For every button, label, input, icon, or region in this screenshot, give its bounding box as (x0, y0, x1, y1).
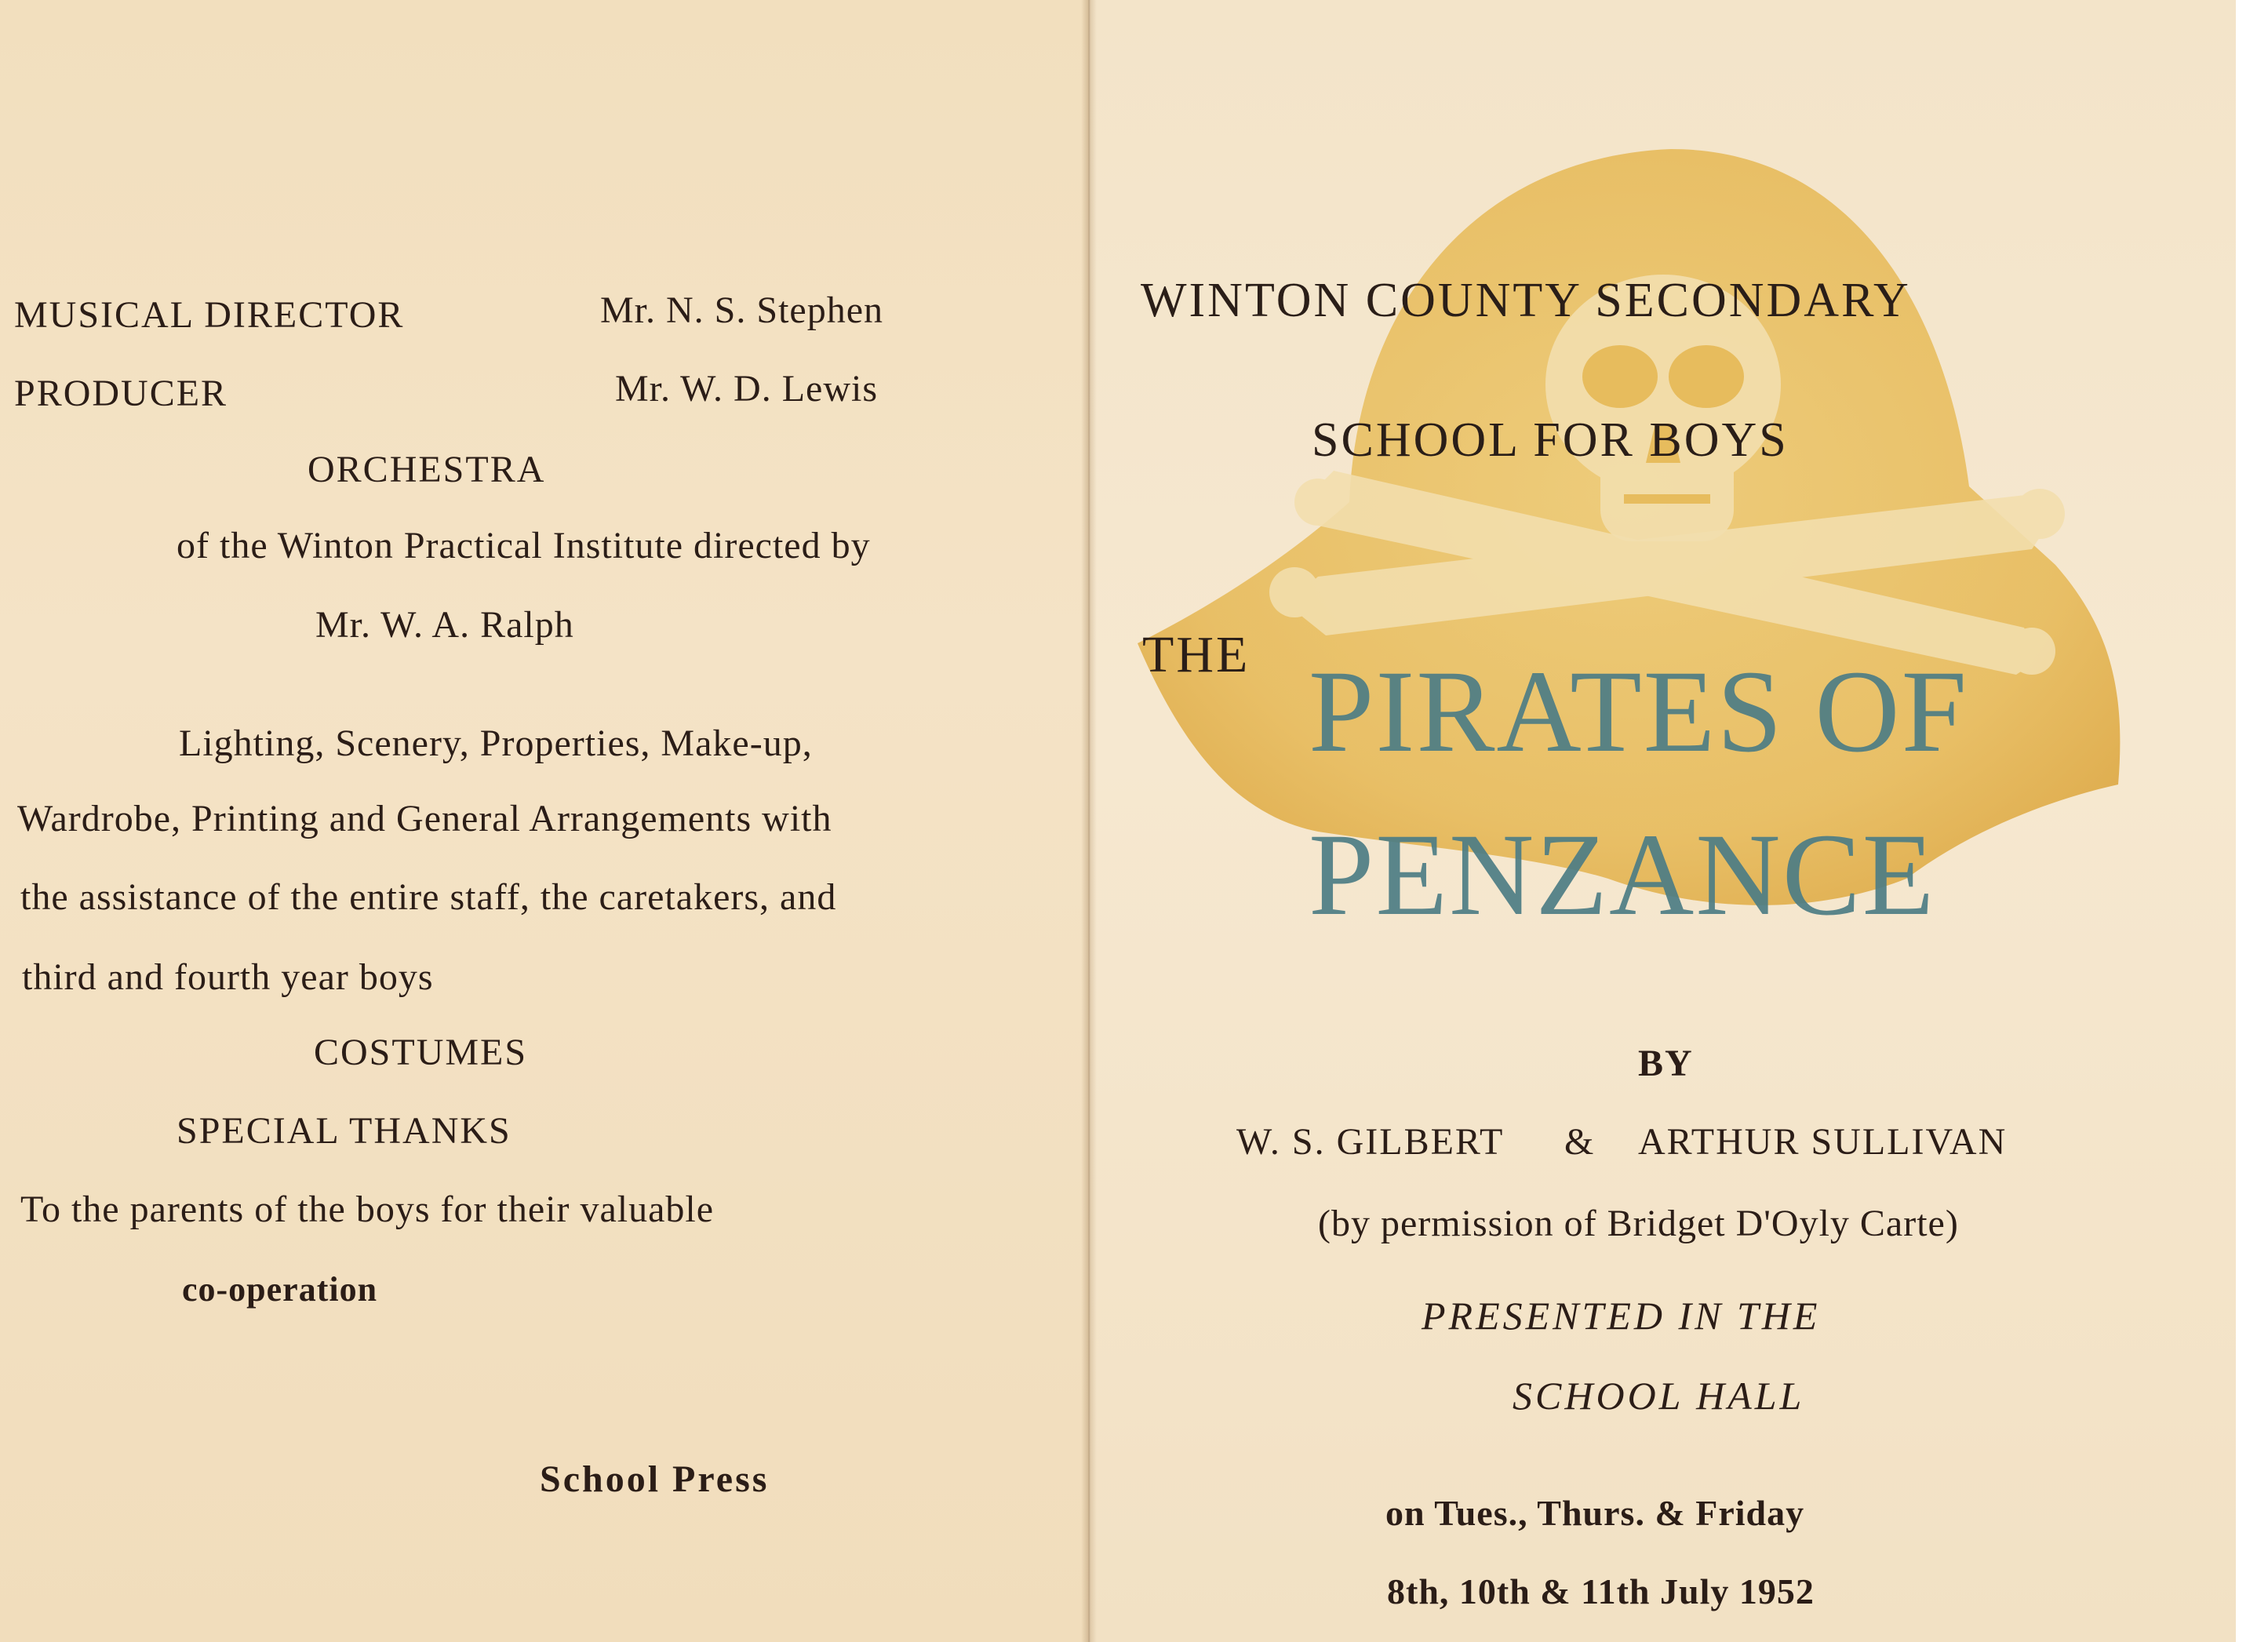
credit-role-producer: PRODUCER (14, 373, 228, 414)
centre-fold (1081, 0, 1097, 1642)
costumes-heading: COSTUMES (314, 1032, 528, 1073)
arrangements-line-3: the assistance of the entire staff, the caretakers, and (20, 876, 837, 918)
orchestra-line-1: of the Winton Practical Institute directed by (177, 525, 871, 566)
page-edge (2236, 0, 2268, 1642)
arrangements-line-1: Lighting, Scenery, Properties, Make-up, (179, 723, 813, 764)
permission-note: (by permission of Bridget D'Oyly Carte) (1318, 1203, 1959, 1244)
presented-line-2: SCHOOL HALL (1513, 1374, 1805, 1418)
credit-role-musical-director: MUSICAL DIRECTOR (14, 294, 405, 336)
left-page (0, 0, 1089, 1642)
title-line-2: PENZANCE (1309, 810, 1936, 940)
author-sullivan: ARTHUR SULLIVAN (1638, 1121, 2008, 1163)
arrangements-line-2: Wardrobe, Printing and General Arrangements with (17, 798, 832, 839)
performance-days: on Tues., Thurs. & Friday (1385, 1493, 1805, 1533)
school-name-line-1: WINTON COUNTY SECONDARY (1141, 274, 1911, 327)
orchestra-heading: ORCHESTRA (308, 449, 546, 490)
thanks-line-2: co-operation (182, 1270, 378, 1309)
author-ampersand: & (1564, 1121, 1596, 1163)
title-prefix: THE (1142, 626, 1250, 683)
orchestra-line-2: Mr. W. A. Ralph (315, 604, 574, 646)
credit-name-musical-director: Mr. N. S. Stephen (600, 289, 884, 331)
presented-line-1: PRESENTED IN THE (1422, 1294, 1821, 1338)
performance-dates: 8th, 10th & 11th July 1952 (1387, 1571, 1815, 1611)
printer-credit: School Press (540, 1458, 770, 1500)
school-name-line-2: SCHOOL FOR BOYS (1312, 413, 1789, 467)
arrangements-line-4: third and fourth year boys (22, 956, 434, 998)
title-line-1: PIRATES OF (1309, 646, 1969, 777)
special-thanks-heading: SPECIAL THANKS (177, 1110, 511, 1152)
credit-name-producer: Mr. W. D. Lewis (615, 368, 879, 410)
thanks-line-1: To the parents of the boys for their valuable (20, 1189, 715, 1230)
author-gilbert: W. S. GILBERT (1236, 1121, 1505, 1163)
by-label: BY (1638, 1043, 1694, 1084)
